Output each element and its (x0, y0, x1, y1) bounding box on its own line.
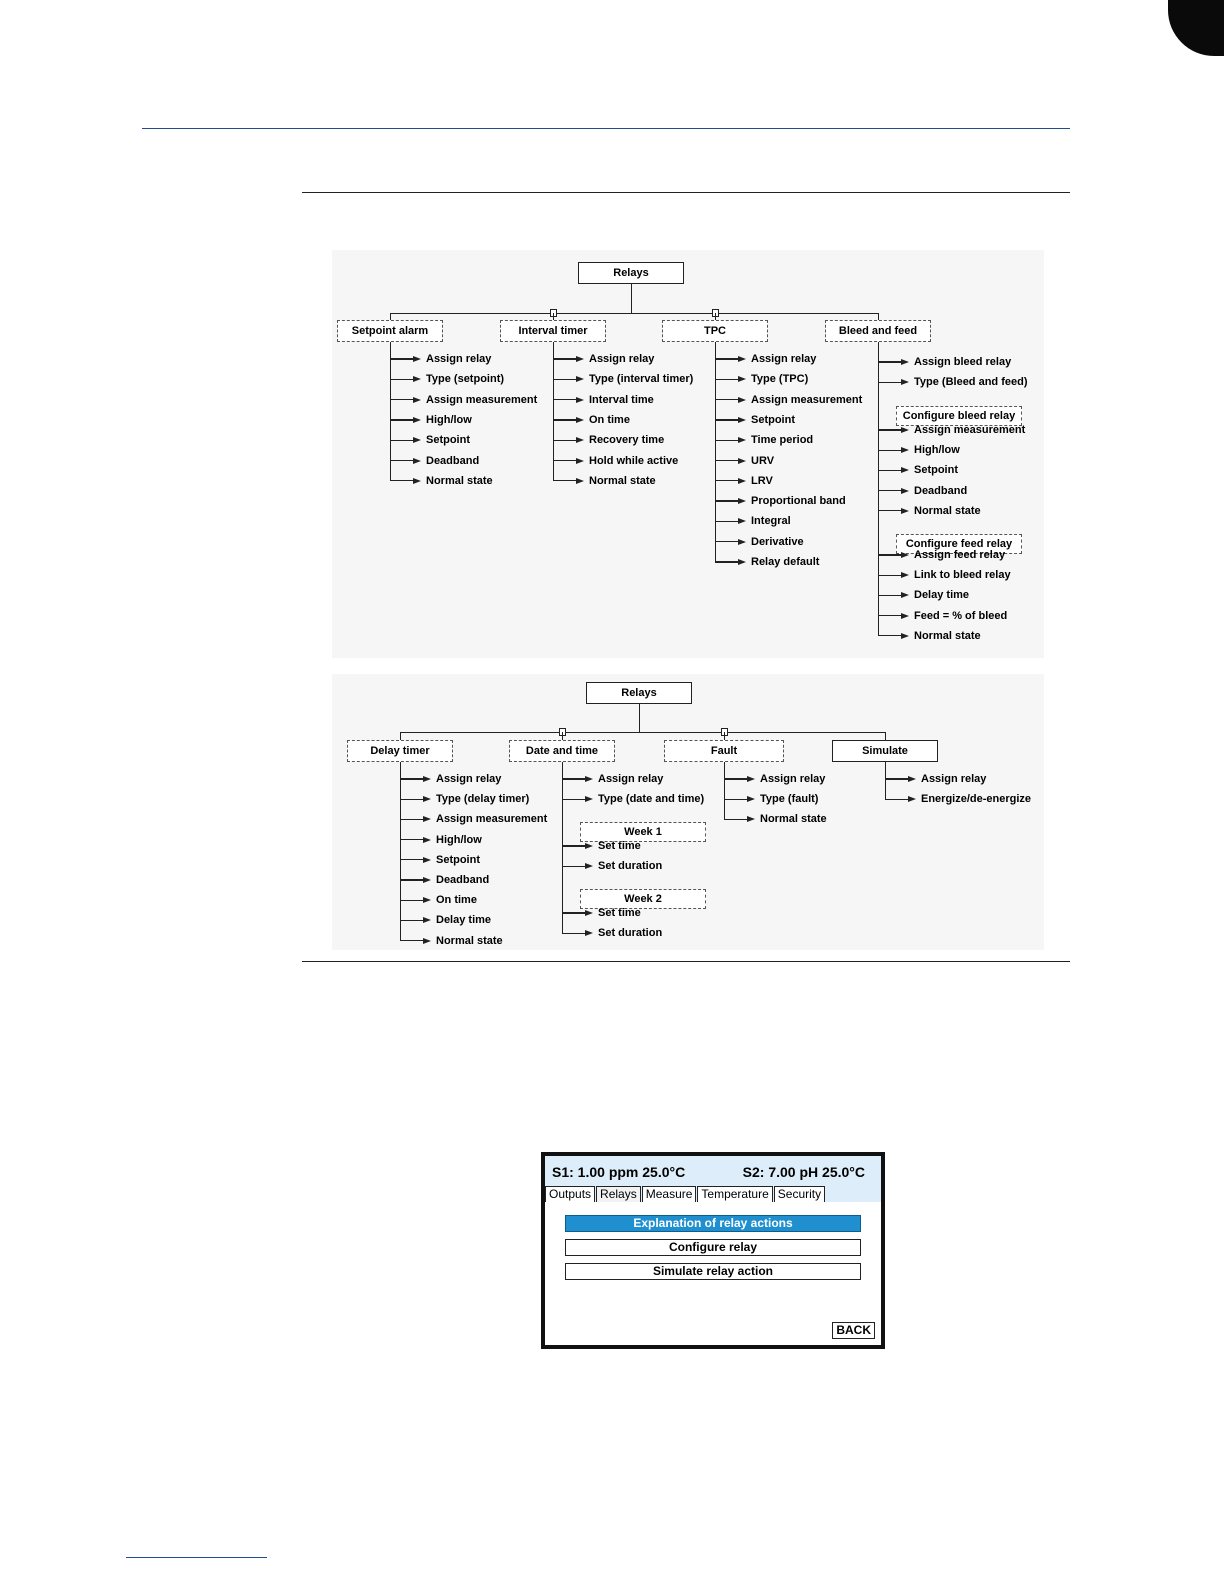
arrow-head-icon (901, 592, 909, 598)
menu-item-label: Type (fault) (760, 793, 819, 806)
arrow-head-icon (738, 539, 746, 545)
menu-item-label: Assign relay (751, 353, 817, 365)
tree1-tpc-box: TPC (662, 320, 768, 342)
arrow-line (553, 358, 576, 359)
arrow-line (562, 799, 585, 800)
arrow-head-icon (585, 863, 593, 869)
menu-item-label: Delay time (914, 589, 970, 602)
tree1-interval-timer-item (553, 412, 630, 428)
tree2-simulate-item (885, 791, 1031, 807)
arrow-line (400, 799, 423, 800)
tree1-bleed-and-feed-item (878, 628, 981, 644)
menu-item-label: High/low (436, 833, 482, 846)
menu-item-label: Normal state (426, 474, 493, 487)
tree1-interval-timer-item (553, 351, 654, 367)
arrow-head-icon (738, 376, 746, 382)
tree1-bleed-and-feed-item (878, 587, 969, 603)
tab-temperature[interactable]: Temperature (697, 1186, 772, 1202)
tree1-setpoint-alarm-item (390, 473, 493, 489)
menu-item-label: Type (delay timer) (436, 793, 530, 806)
menu-item-label: Normal state (589, 474, 656, 487)
tree1-setpoint-alarm-item (390, 412, 472, 428)
tree1-bleed-and-feed-item (878, 503, 981, 519)
tree1-interval-timer-item (553, 392, 654, 408)
arrow-line (724, 819, 747, 820)
menu-item-label: URV (751, 454, 775, 467)
arrow-head-icon (901, 379, 909, 385)
tree2-date-and-time-item (562, 858, 662, 874)
arrow-line (400, 900, 423, 901)
menu-item-label: Assign relay (589, 353, 655, 365)
tree1-tpc-item (715, 513, 791, 529)
arrow-head-icon (423, 877, 431, 883)
menu-item-label: Set time (598, 907, 641, 919)
arrow-head-icon (423, 938, 431, 944)
arrow-line (715, 419, 738, 420)
arrow-line (715, 358, 738, 359)
arrow-head-icon (901, 613, 909, 619)
arrow-line (400, 819, 423, 820)
arrow-head-icon (576, 458, 584, 464)
tree1-tpc-item (715, 412, 795, 428)
menu-item-label: Assign measurement (751, 393, 863, 406)
arrow-head-icon (585, 796, 593, 802)
menu-item-label: Assign measurement (914, 424, 1026, 436)
menu-item-label: Assign relay (921, 773, 987, 785)
tree1-interval-timer-connector (553, 313, 554, 320)
menu-item-label: Interval time (589, 393, 654, 406)
tree2-delay-timer-connector (400, 732, 401, 740)
tree1-bleed-and-feed-item (878, 422, 1025, 438)
tree1-interval-timer-item (553, 371, 693, 387)
tab-relays[interactable]: Relays (596, 1186, 641, 1202)
arrow-head-icon (423, 776, 431, 782)
menu-item-label: On time (436, 894, 477, 907)
arrow-head-icon (738, 437, 746, 443)
arrow-head-icon (901, 508, 909, 514)
menu-item-label: Energize/de-energize (921, 793, 1032, 806)
footer-rule (126, 1557, 267, 1558)
arrow-head-icon (576, 417, 584, 423)
arrow-head-icon (585, 910, 593, 916)
tree1-setpoint-alarm-box: Setpoint alarm (337, 320, 443, 342)
tree1-setpoint-alarm-connector (390, 313, 391, 320)
arrow-head-icon (901, 467, 909, 473)
arrow-head-icon (423, 857, 431, 863)
tree2-delay-timer-item (400, 872, 489, 888)
tree2-date-and-time-item (562, 791, 704, 807)
menu-item-label: Assign relay (760, 773, 826, 785)
arrow-head-icon (423, 917, 431, 923)
menu-item-label: Normal state (760, 813, 827, 826)
menu-item-label: Hold while active (589, 454, 679, 467)
menu-item-label: Type (interval timer) (589, 373, 694, 386)
arrow-head-icon (738, 478, 746, 484)
menu-item-label: Assign relay (426, 353, 492, 365)
tree1-setpoint-alarm-item (390, 351, 491, 367)
tree1-tpc-item (715, 453, 774, 469)
menu-item-label: Recovery time (589, 434, 665, 447)
menu-item-label: Setpoint (436, 853, 480, 866)
header-rule (142, 128, 1070, 129)
menu-item-label: Type (date and time) (598, 793, 705, 806)
figure-top-rule (302, 192, 1070, 193)
tree1-interval-timer-item (553, 473, 656, 489)
tree1-interval-timer-box: Interval timer (500, 320, 606, 342)
arrow-head-icon (901, 633, 909, 639)
menu-item-label: Setpoint (426, 434, 470, 447)
menu-item-label: Deadband (914, 484, 968, 497)
menu-item-label: Assign measurement (436, 813, 548, 826)
tree2-fault-box: Fault (664, 740, 784, 762)
arrow-head-icon (585, 843, 593, 849)
arrow-line (878, 490, 901, 491)
tree1-branch-bus (390, 313, 878, 314)
arrow-head-icon (413, 397, 421, 403)
back-button[interactable]: BACK (832, 1322, 875, 1339)
tree1-tpc-item (715, 351, 816, 367)
tree2-delay-timer-item (400, 912, 491, 928)
arrow-line (878, 361, 901, 362)
tree2-simulate-box: Simulate (832, 740, 938, 762)
tree1-bleed-and-feed-item (878, 354, 1011, 370)
tree1-bleed-and-feed-item (878, 442, 960, 458)
arrow-head-icon (738, 559, 746, 565)
menu-item-label: Setpoint (751, 413, 795, 426)
tree1-bleed-and-feed-item (878, 608, 1007, 624)
tree1-bleed-and-feed-item (878, 483, 967, 499)
tree1-bleed-and-feed-box: Bleed and feed (825, 320, 931, 342)
menu-item-label: Type (Bleed and feed) (914, 376, 1028, 389)
tree2-delay-timer-item (400, 811, 547, 827)
arrow-line (390, 460, 413, 461)
tree1-tpc-item (715, 371, 808, 387)
tree2-delay-timer-item (400, 933, 503, 949)
arrow-line (553, 440, 576, 441)
arrow-head-icon (901, 488, 909, 494)
tree1-bleed-and-feed-item (878, 374, 1027, 390)
arrow-line (715, 500, 738, 501)
menu-item-label: Assign relay (598, 773, 664, 785)
arrow-line (400, 839, 423, 840)
page-tab-marker (1168, 0, 1224, 56)
arrow-head-icon (413, 356, 421, 362)
tree1-bleed-and-feed-item (878, 567, 1011, 583)
arrow-head-icon (423, 897, 431, 903)
tree2-date-and-time-box: Date and time (509, 740, 615, 762)
arrow-line (562, 845, 585, 846)
arrow-head-icon (901, 572, 909, 578)
menu-item-label: Set duration (598, 927, 663, 940)
arrow-head-icon (901, 552, 909, 558)
menu-item-configure-relay[interactable]: Configure relay (565, 1239, 861, 1256)
tree2-simulate-item (885, 771, 986, 787)
menu-item-label: Assign relay (436, 773, 502, 785)
arrow-line (400, 940, 423, 941)
arrow-line (553, 419, 576, 420)
tree2-branch-bus (400, 732, 885, 733)
tree1-tpc-connector (715, 313, 716, 320)
menu-item-label: Normal state (436, 934, 503, 947)
relays-menu-screen (541, 1152, 885, 1349)
arrow-head-icon (908, 796, 916, 802)
arrow-head-icon (423, 816, 431, 822)
menu-item-label: Feed = % of bleed (914, 609, 1008, 622)
arrow-line (724, 799, 747, 800)
screen-header (545, 1156, 881, 1202)
arrow-line (885, 799, 908, 800)
tree2-date-and-time-item (562, 905, 641, 921)
arrow-head-icon (747, 776, 755, 782)
arrow-head-icon (738, 498, 746, 504)
tree1-setpoint-alarm-item (390, 453, 479, 469)
tree2-date-and-time-item (562, 838, 641, 854)
arrow-line (878, 382, 901, 383)
tree2-date-and-time-item (562, 925, 662, 941)
arrow-head-icon (747, 796, 755, 802)
tree1-tpc-item (715, 493, 846, 509)
menu-item-label: Proportional band (751, 495, 846, 508)
arrow-line (553, 480, 576, 481)
arrow-head-icon (747, 816, 755, 822)
arrow-line (878, 470, 901, 471)
arrow-line (715, 440, 738, 441)
arrow-line (715, 460, 738, 461)
tree1-interval-timer-item (553, 453, 678, 469)
tree2-delay-timer-item (400, 892, 477, 908)
arrow-head-icon (413, 437, 421, 443)
arrow-line (715, 379, 738, 380)
tree1-setpoint-alarm-item (390, 392, 537, 408)
arrow-line (878, 615, 901, 616)
menu-item-explanation-of-relay-actions[interactable]: Explanation of relay actions (565, 1215, 861, 1232)
tree1-bleed-and-feed-item (878, 547, 1005, 563)
tree1-tpc-item (715, 534, 804, 550)
arrow-line (715, 521, 738, 522)
arrow-line (562, 912, 585, 913)
menu-item-label: Delay time (436, 914, 492, 927)
arrow-line (400, 879, 423, 880)
arrow-head-icon (576, 437, 584, 443)
tree1-tpc-item (715, 473, 773, 489)
tree1-bleed-and-feed-group-configure-feed-relay: Configure feed relay (896, 534, 1022, 554)
tree2-delay-timer-item (400, 852, 480, 868)
tree1-root-box: Relays (578, 262, 684, 284)
arrow-line (553, 379, 576, 380)
arrow-line (553, 460, 576, 461)
arrow-head-icon (585, 776, 593, 782)
menu-item-label: On time (589, 413, 630, 426)
tree1-bleed-and-feed-connector (878, 313, 879, 320)
menu-item-label: Assign measurement (426, 393, 538, 406)
arrow-head-icon (576, 397, 584, 403)
tree2-fault-item (724, 771, 825, 787)
menu-item-label: Deadband (426, 454, 480, 467)
tree1-interval-timer-item (553, 432, 664, 448)
arrow-line (878, 595, 901, 596)
arrow-line (562, 933, 585, 934)
menu-item-label: Time period (751, 434, 814, 447)
tab-measure[interactable]: Measure (642, 1186, 697, 1202)
arrow-line (390, 358, 413, 359)
tree2-date-and-time-item (562, 771, 663, 787)
sensor-2-reading: S2: 7.00 pH 25.0°C (742, 1164, 865, 1180)
arrow-head-icon (738, 356, 746, 362)
arrow-head-icon (738, 518, 746, 524)
arrow-head-icon (413, 417, 421, 423)
tree2-date-and-time-connector (562, 732, 563, 740)
menu-item-label: Relay default (751, 556, 820, 568)
arrow-head-icon (901, 359, 909, 365)
menu-item-label: High/low (426, 413, 472, 426)
arrow-line (878, 450, 901, 451)
arrow-line (878, 429, 901, 430)
menu-item-label: Setpoint (914, 464, 958, 477)
menu-item-label: Assign feed relay (914, 549, 1006, 561)
arrow-line (724, 778, 747, 779)
menu-item-label: Normal state (914, 629, 981, 642)
arrow-line (715, 480, 738, 481)
menu-item-label: Set duration (598, 860, 663, 873)
arrow-head-icon (738, 417, 746, 423)
tree2-simulate-connector (885, 732, 886, 740)
menu-item-label: Set time (598, 840, 641, 852)
arrow-line (878, 510, 901, 511)
arrow-head-icon (423, 796, 431, 802)
arrow-line (390, 399, 413, 400)
arrow-line (715, 399, 738, 400)
arrow-line (885, 778, 908, 779)
tree2-fault-item (724, 791, 818, 807)
menu-item-label: High/low (914, 444, 960, 457)
arrow-head-icon (413, 458, 421, 464)
arrow-line (390, 419, 413, 420)
arrow-head-icon (901, 447, 909, 453)
arrow-head-icon (576, 376, 584, 382)
arrow-line (390, 440, 413, 441)
menu-item-label: Type (setpoint) (426, 373, 505, 386)
menu-item-label: Assign bleed relay (914, 356, 1012, 368)
tree2-date-and-time-group-week-2: Week 2 (580, 889, 706, 909)
tree1-setpoint-alarm-item (390, 432, 470, 448)
menu-item-label: Type (TPC) (751, 373, 809, 386)
arrow-head-icon (738, 397, 746, 403)
tree2-delay-timer-item (400, 791, 529, 807)
menu-item-label: LRV (751, 474, 773, 487)
tree2-date-and-time-group-week-1: Week 1 (580, 822, 706, 842)
arrow-line (715, 561, 738, 562)
menu-item-label: Normal state (914, 504, 981, 517)
arrow-head-icon (908, 776, 916, 782)
tree2-delay-timer-item (400, 832, 482, 848)
menu-item-simulate-relay-action[interactable]: Simulate relay action (565, 1263, 861, 1280)
arrow-line (562, 866, 585, 867)
tree1-tpc-item (715, 392, 862, 408)
tree1-bleed-and-feed-item (878, 462, 958, 478)
screen-tab-bar (545, 1186, 826, 1202)
tree2-fault-connector (724, 732, 725, 740)
arrow-head-icon (423, 837, 431, 843)
tree2-root-box: Relays (586, 682, 692, 704)
arrow-line (878, 575, 901, 576)
arrow-line (390, 379, 413, 380)
arrow-line (715, 541, 738, 542)
arrow-head-icon (576, 356, 584, 362)
tree1-tpc-item (715, 432, 813, 448)
arrow-line (553, 399, 576, 400)
arrow-line (400, 859, 423, 860)
tree1-root-connector (631, 284, 632, 313)
arrow-line (400, 778, 423, 779)
arrow-head-icon (585, 930, 593, 936)
arrow-head-icon (738, 458, 746, 464)
menu-item-label: Derivative (751, 535, 804, 548)
tree1-tpc-item (715, 554, 819, 570)
arrow-line (878, 635, 901, 636)
tab-outputs[interactable]: Outputs (545, 1186, 595, 1202)
tree2-delay-timer-box: Delay timer (347, 740, 453, 762)
arrow-head-icon (901, 427, 909, 433)
menu-item-label: Integral (751, 515, 791, 528)
tree1-bleed-and-feed-group-configure-bleed-relay: Configure bleed relay (896, 406, 1022, 426)
arrow-head-icon (413, 478, 421, 484)
tab-security[interactable]: Security (774, 1186, 825, 1202)
tree2-delay-timer-item (400, 771, 501, 787)
menu-item-label: Link to bleed relay (914, 569, 1011, 582)
tree2-fault-item (724, 811, 827, 827)
tree2-root-connector (639, 704, 640, 732)
tree1-setpoint-alarm-item (390, 371, 504, 387)
arrow-line (400, 920, 423, 921)
menu-item-label: Deadband (436, 874, 490, 886)
arrow-line (390, 480, 413, 481)
figure-bottom-rule (302, 961, 1070, 962)
arrow-line (878, 554, 901, 555)
arrow-head-icon (576, 478, 584, 484)
arrow-head-icon (413, 376, 421, 382)
arrow-line (562, 778, 585, 779)
sensor-1-reading: S1: 1.00 ppm 25.0°C (552, 1164, 686, 1180)
